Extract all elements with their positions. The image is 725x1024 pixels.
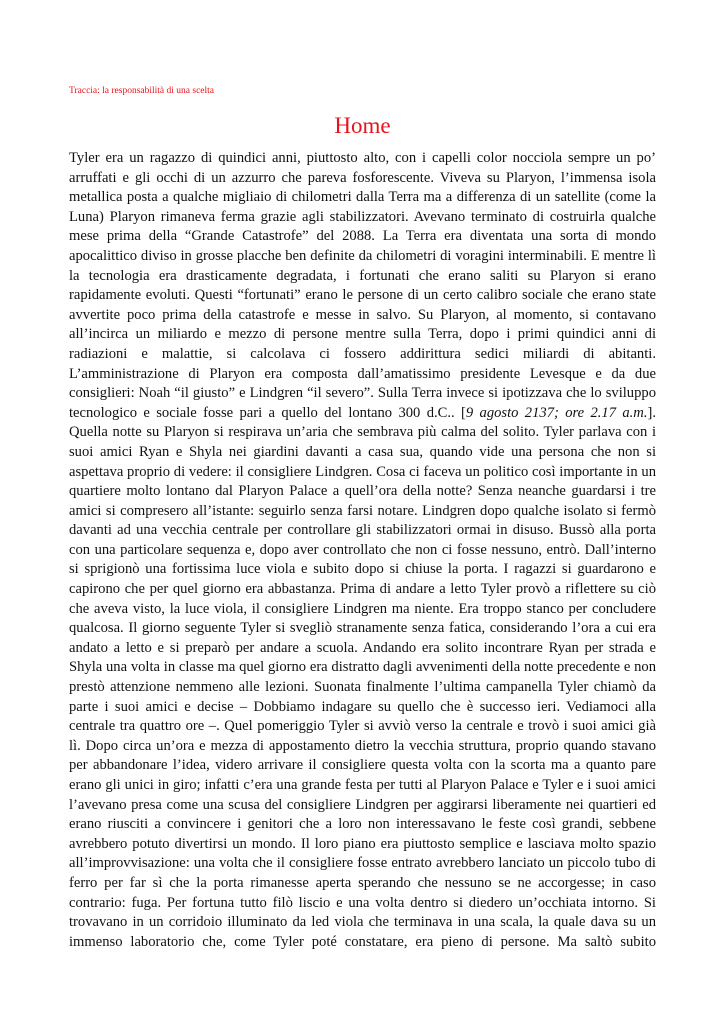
body-line: apocalittico diviso in grosse placche ben definite da chilometri di voragini interminabili. E mentre lì	[69, 247, 656, 264]
body-line: andato a letto e si preparò per andare a scuola. Andando era solito incontrare Ryan per strada e	[69, 639, 656, 656]
body-line: la tecnologia era drasticamente degradata, i fortunati che erano saliti su Plaryon si erano	[69, 267, 656, 284]
body-line: che aveva visto, la luce viola, il consigliere Lindgren ma niente. Era troppo stanco per concludere	[69, 600, 656, 617]
body-line: Quella notte su Plaryon si respirava un’aria che sembrava più calma del solito. Tyler parlava con i	[69, 424, 656, 441]
body-line: Tyler era un ragazzo di quindici anni, piuttosto alto, con i capelli color nocciola sempre un po’	[69, 150, 656, 166]
body-line: all’improvvisazione: una volta che il consigliere fosse entrato avrebbero lanciato un piccolo tubo di	[69, 855, 656, 872]
body-line: ferro per far sì che la porta rimanesse aperta sperando che nessuno se ne accorgesse; in caso	[69, 874, 656, 891]
body-line: metallica posta a qualche migliaio di chilometri dalla Terra ma a differenza di un satellite (come la	[69, 189, 656, 206]
body-line: mese prima della “Grande Catastrofe” del 2088. La Terra era diventata una sorta di mondo	[69, 228, 656, 245]
body-line: contrario: fuga. Per fortuna tutto filò liscio e una volta dentro si diedero un’occhiata intorno. Si	[69, 894, 656, 911]
body-line: all’incirca un miliardo e mezzo di persone mentre sulla Terra, dopo i primi quindici anni di	[69, 326, 656, 343]
date-close: ].	[647, 404, 656, 421]
body-line: avvertite poco prima della catastrofe e messe in salvo. Su Plaryon, al momento, si contavano	[69, 306, 656, 323]
body-line-text: tecnologico e sociale fosse pari a quello del lontano 300 d.C.. [	[69, 404, 466, 421]
body-line: davanti ad una vecchia centrale per controllare gli stabilizzatori ormai in disuso. Bussò alla porta	[69, 522, 656, 539]
body-line: amici si compresero all’istante: seguirlo senza farsi notare. Lindgren dopo qualche isolato si fermò	[69, 502, 656, 519]
body-line: suoi amici Ryan e Shyla nei giardini davanti a casa sua, quando vide una persona che non si	[69, 443, 656, 460]
body-line: aspettava proprio di vedere: il consigliere Lindgren. Cosa ci faceva un politico così importante in un	[69, 463, 656, 480]
body-line: parte i suoi amici e decise – Dobbiamo indagare su quello che è successo ieri. Vediamoci alla	[69, 698, 656, 715]
body-line: immenso laboratorio che, come Tyler poté constatare, era pieno di persone. Ma saltò subito	[69, 933, 656, 950]
body-line: radiazioni e malattie, si calcolava ci fossero addirittura sedici miliardi di abitanti.	[69, 345, 656, 362]
traccia-heading: Traccia: la responsabilità di una scelta	[69, 86, 215, 96]
body-line: L’amministrazione di Plaryon era composta dall’amatissimo presidente Levesque e da due	[69, 365, 656, 382]
body-line: capirono che per quel giorno era abbastanza. Prima di andare a letto Tyler provò a riflettere su ciò	[69, 581, 656, 598]
body-line: si sprigionò una fortissima luce viola e subito dopo si chiuse la porta. I ragazzi si guardarono e	[69, 561, 656, 578]
body-line: l’avevano presa come una scusa del consigliere Lindgren per aggirarsi liberamente nei quartieri ed	[69, 796, 656, 813]
body-line: avrebbero potuto divertirsi un mondo. Il loro piano era piuttosto semplice e lasciava molto spazio	[69, 835, 656, 852]
body-line: erano riusciti a convincere i genitori che a loro non interessavano le feste così grandi, sebbene	[69, 816, 656, 833]
body-line: prestò attenzione nemmeno alle lezioni. Suonata finalmente l’ultima campanella Tyler chiamò da	[69, 679, 656, 696]
body-line: erano gli unici in giro; infatti c’era una grande festa per tutti al Plaryon Palace e Tyler e i suoi amici	[69, 777, 656, 793]
body-line: arruffati e gli occhi di un azzurro che pareva fosforescente. Viveva su Plaryon, l’immensa isola	[69, 169, 656, 186]
body-line: per abbandonare l’idea, videro arrivare il consigliere questa volta con la scorta ma a quanto pare	[69, 757, 656, 774]
body-line: qualcosa. Il giorno seguente Tyler si svegliò stranamente senza fatica, considerando l’ora a cui era	[69, 620, 656, 637]
body-line: consiglieri: Noah “il giusto” e Lindgren “il severo”. Sulla Terra invece si ipotizzava che lo sviluppo	[69, 385, 656, 402]
page-title: Home	[334, 113, 391, 138]
body-line: lì. Dopo circa un’ora e mezza di appostamento dietro la vecchia struttura, proprio quando stavano	[69, 737, 656, 754]
story-body	[69, 149, 656, 952]
body-line: rapidamente evoluti. Questi “fortunati” erano le persone di un certo calibro sociale che erano state	[69, 287, 656, 304]
body-line: quartiere molto lontano dal Plaryon Palace a quell’ora della notte? Senza neanche guardarsi i tre	[69, 483, 656, 500]
body-line	[69, 404, 656, 424]
body-line: centrale tra quattro ore –. Quel pomeriggio Tyler si avviò verso la centrale e trovò i suoi amici già	[69, 718, 656, 735]
body-line: Shyla una volta in classe ma quel giorno era distratto dagli avvenimenti della notte precedente e non	[69, 659, 656, 676]
body-line: trovavano in un corridoio illuminato da led viola che terminava in una scala, la quale dava su un	[69, 914, 656, 931]
date-note: 9 agosto 2137; ore 2.17 a.m.	[465, 404, 648, 421]
body-line: con una particolare sequenza e, dopo aver controllato che non ci fosse nessuno, entrò. Dall’interno	[69, 541, 656, 558]
body-line: Luna) Plaryon rimaneva ferma grazie agli stabilizzatori. Avevano terminato di costruirla qualche	[69, 208, 656, 225]
